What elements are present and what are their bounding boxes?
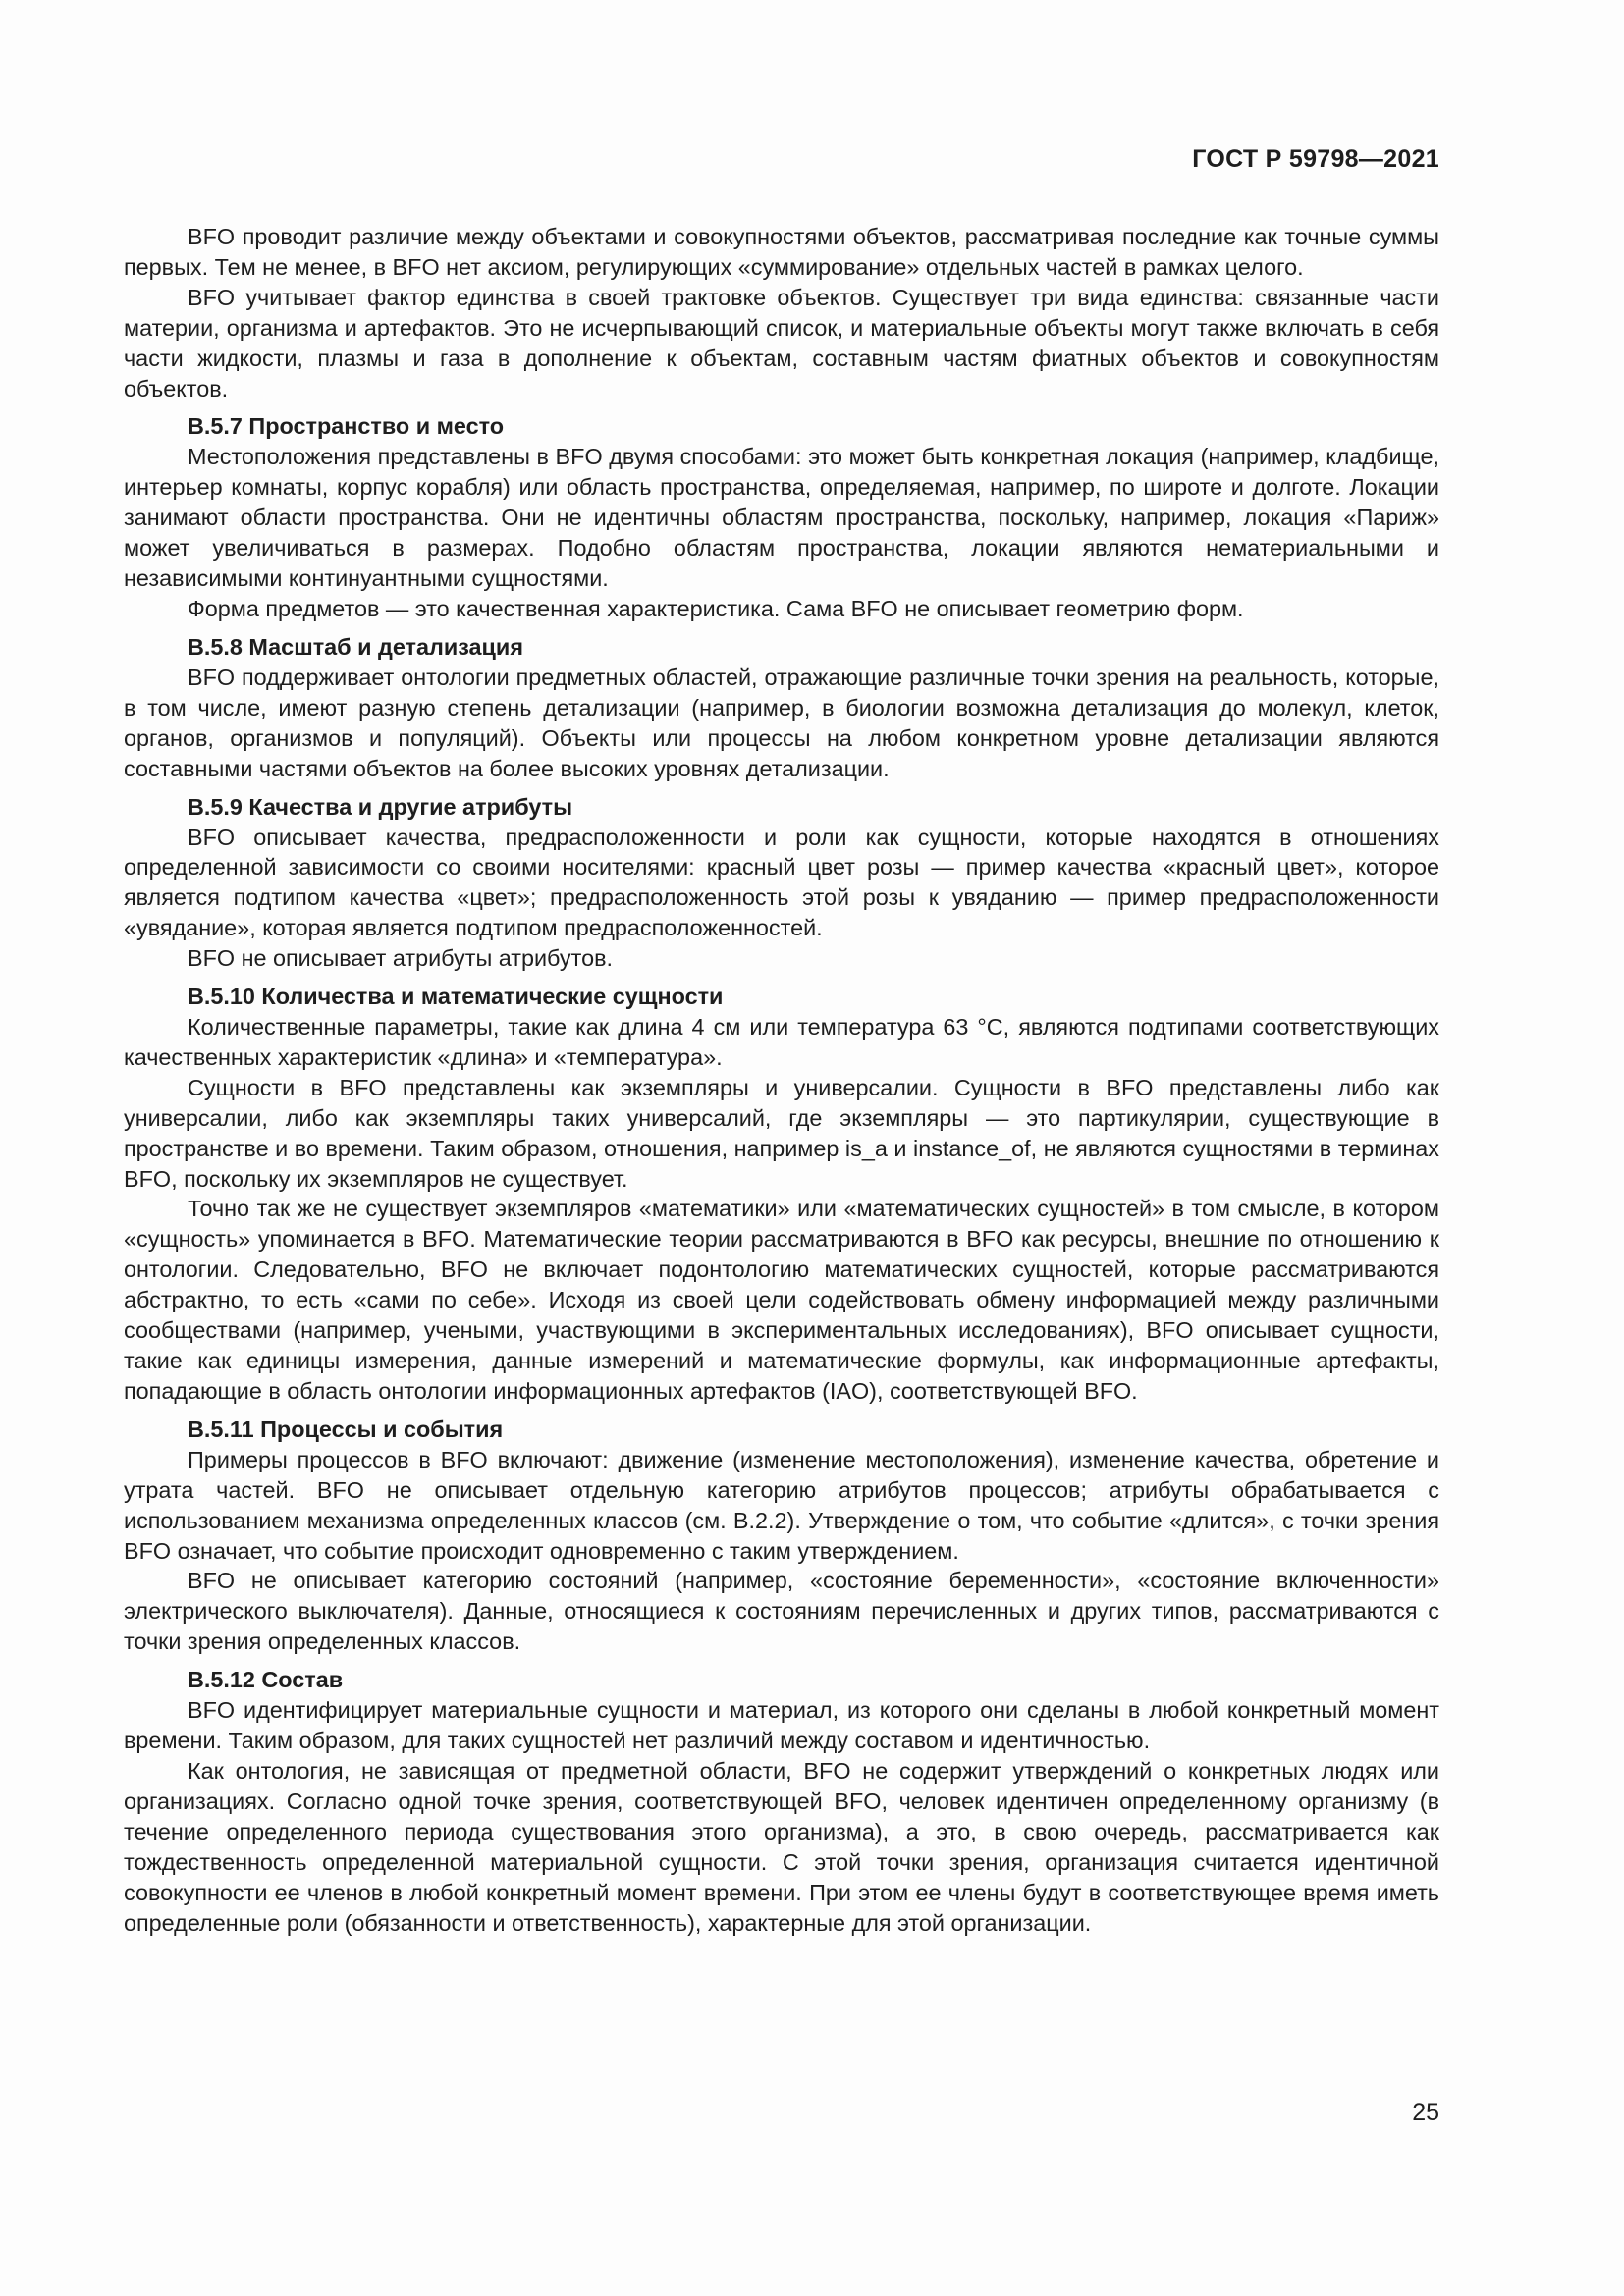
- paragraph: Форма предметов — это качественная характеристика. Сама BFO не описывает геометрию форм.: [188, 595, 1244, 621]
- paragraph: Сущности в BFO представлены как экземпляры и универсалии. Сущности в BFO представлены либо как универсалии, либо как экземпляры таких универсалий, где экземпляры — это партикулярии, существующие в пространстве и во времени. Таким образом, отношения, например is_a и instance_of, не являются сущностями в терминах BFO, поскольку их экземпляров не существует.: [124, 1074, 1439, 1192]
- section-heading: В.5.8 Масштаб и детализация: [188, 633, 523, 660]
- paragraph: BFO описывает качества, предрасположенности и роли как сущности, которые находятся в отношениях определенной зависимости со своими носителями: красный цвет розы — пример качества «красный цвет», которое является подтипом качества «цвет»; предрасположенность этой розы к увяданию — пример предрасположенности «увядание», которая является подтипом предрасположенностей.: [124, 824, 1439, 941]
- paragraph: Примеры процессов в BFO включают: движение (изменение местоположения), изменение качества, обретение и утрата частей. BFO не описывает отдельную категорию атрибутов процессов; атрибуты обрабатывается с использованием механизма определенных классов (см. В.2.2). Утверждение о том, что событие «длится», с точки зрения BFO означает, что событие происходит одновременно с таким утверждением.: [124, 1446, 1439, 1564]
- page-number: 25: [1412, 2099, 1439, 2126]
- paragraph: Как онтология, не зависящая от предметной области, BFO не содержит утверждений о конкретных людях или организациях. Согласно одной точке зрения, соответствующей BFO, человек идентичен определенному организму (в течение определенного периода существования этого организма), а это, в свою очередь, рассматривается как тождественность определенной материальной сущности. С этой точки зрения, организация считается идентичной совокупности ее членов в любой конкретный момент времени. При этом ее члены будут в соответствующее время иметь определенные роли (обязанности и ответственность), характерные для этой организации.: [124, 1757, 1439, 1936]
- standard-designation: ГОСТ Р 59798—2021: [1192, 145, 1439, 173]
- paragraph: BFO проводит различие между объектами и совокупностями объектов, рассматривая последние как точные суммы первых. Тем не менее, в BFO нет аксиом, регулирующих «суммирование» отдельных частей в рамках целого.: [124, 224, 1439, 280]
- section-heading: В.5.10 Количества и математические сущности: [188, 984, 724, 1010]
- paragraph: BFO поддерживает онтологии предметных областей, отражающие различные точки зрения на реальность, которые, в том числе, имеют разную степень детализации (например, в биологии возможна детализация до молекул, клеток, органов, организмов и популяций). Объекты или процессы на любом конкретном уровне детализации являются составными частями объектов на более высоких уровнях детализации.: [124, 664, 1439, 781]
- section-heading: В.5.7 Пространство и место: [188, 413, 505, 440]
- paragraph: BFO учитывает фактор единства в своей трактовке объектов. Существует три вида единства: связанные части материи, организма и артефактов. Это не исчерпывающий список, и материальные объекты могут также включать в себя части жидкости, плазмы и газа в дополнение к объектам, составным частям фиатных объектов и совокупностям объектов.: [124, 284, 1439, 401]
- section-heading: В.5.11 Процессы и события: [188, 1415, 504, 1442]
- paragraph: BFO не описывает категорию состояний (например, «состояние беременности», «состояние включенности» электрического выключателя). Данные, относящиеся к состояниям перечисленных и других типов, рассматриваются с точки зрения определенных классов.: [124, 1568, 1439, 1655]
- section-heading: В.5.12 Состав: [188, 1667, 344, 1693]
- paragraph: BFO идентифицирует материальные сущности и материал, из которого они сделаны в любой конкретный момент времени. Таким образом, для таких сущностей нет различий между составом и идентичностью.: [124, 1697, 1439, 1754]
- paragraph: BFO не описывает атрибуты атрибутов.: [188, 945, 613, 972]
- paragraph: Местоположения представлены в BFO двумя способами: это может быть конкретная локация (например, кладбище, интерьер комнаты, корпус корабля) или область пространства, определяемая, например, по широте и долготе. Локации занимают области пространства. Они не идентичны областям пространства, поскольку, например, локация «Париж» может увеличиваться в размерах. Подобно областям пространства, локации являются нематериальными и независимыми континуантными сущностями.: [124, 444, 1439, 592]
- paragraph: Количественные параметры, такие как длина 4 см или температура 63 °С, являются подтипами соответствующих качественных характеристик «длина» и «температура».: [124, 1014, 1439, 1070]
- section-heading: В.5.9 Качества и другие атрибуты: [188, 793, 573, 820]
- paragraph: Точно так же не существует экземпляров «математики» или «математических сущностей» в том смысле, в котором «сущность» упоминается в BFO. Математические теории рассматриваются в BFO как ресурсы, внешние по отношению к онтологии. Следовательно, BFO не включает подонтологию математических сущностей, которые рассматриваются абстрактно, то есть «сами по себе». Исходя из своей цели содействовать обмену информацией между различными сообществами (например, учеными, участвующими в экспериментальных исследованиях), BFO описывает сущности, такие как единицы измерения, данные измерений и математические формулы, как информационные артефакты, попадающие в область онтологии информационных артефактов (IAO), соответствующей BFO.: [124, 1196, 1439, 1404]
- document-body: [124, 222, 1439, 1938]
